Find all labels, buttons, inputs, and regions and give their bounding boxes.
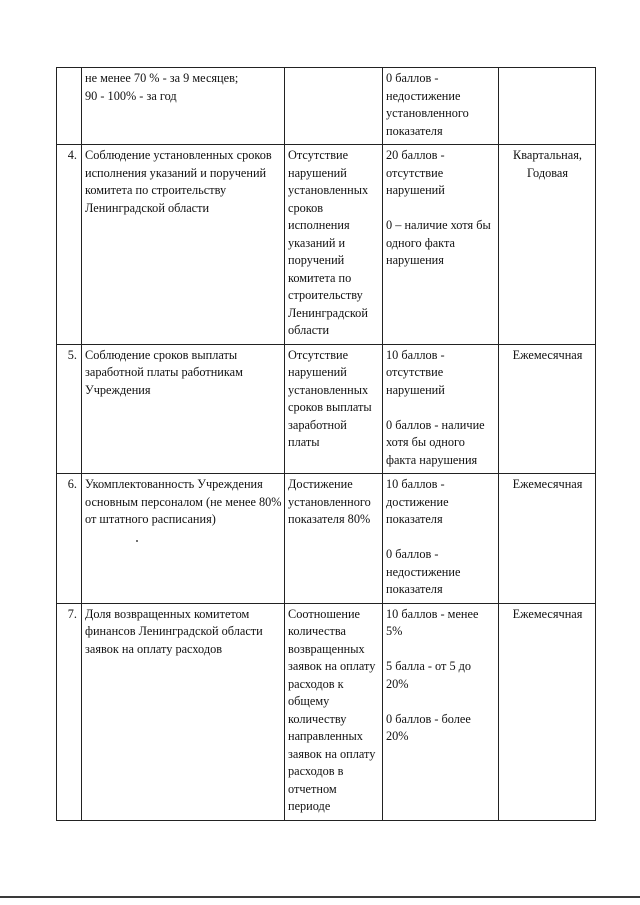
criterion-name: [82, 145, 285, 345]
score-option: 10 баллов - менее 5%: [386, 606, 479, 638]
score-option: 0 баллов - недостижение установленного показателя: [386, 71, 469, 138]
row-number: 6.: [57, 474, 82, 604]
table-row: [57, 344, 596, 474]
criterion-name: [82, 68, 285, 145]
criteria-table: [56, 67, 596, 821]
table-row: [57, 68, 596, 145]
criterion-condition: [285, 68, 383, 145]
condition-text: Соотношение количества возвращенных заявок на оплату расходов к общему количеству направленных заявок на оплату расходов в отчетном периоде: [288, 606, 376, 813]
score-rule: [383, 145, 499, 345]
criterion-name-line: Укомплектованность Учреждения основным персоналом (не менее 80% от штатного расписания): [85, 477, 282, 526]
score-option: 5 балла - от 5 до 20%: [386, 659, 472, 691]
score-option: 0 баллов - более 20%: [386, 711, 471, 743]
table-row: [57, 145, 596, 345]
table-row: [57, 474, 596, 604]
condition-text: Достижение установленного показателя 80%: [288, 477, 371, 526]
row-number: [57, 68, 82, 145]
periodicity: [499, 68, 596, 145]
scan-speck: [136, 540, 138, 542]
criteria-table-body: [57, 68, 596, 821]
score-option: 0 баллов - недостижение показателя: [386, 547, 461, 596]
paragraph-gap: [386, 529, 496, 547]
score-option: 0 баллов - наличие хотя бы одного факта нарушения: [386, 417, 485, 467]
criterion-condition: [285, 145, 383, 345]
row-number: 4.: [57, 145, 82, 345]
paragraph-gap: [386, 200, 496, 218]
periodicity: Ежемесячная: [499, 474, 596, 604]
periodicity: Квартальная, Годовая: [499, 145, 596, 345]
page-bottom-edge: [0, 896, 640, 898]
criterion-name-line: Соблюдение сроков выплаты заработной платы работникам Учреждения: [85, 347, 243, 397]
criterion-name-line: Доля возвращенных комитетом финансов Ленинградской области заявок на оплату расходов: [85, 606, 263, 656]
periodicity: Ежемесячная: [499, 344, 596, 474]
row-number: 7.: [57, 603, 82, 820]
criterion-condition: [285, 344, 383, 474]
score-rule: [383, 603, 499, 820]
criterion-condition: [285, 603, 383, 820]
criterion-name: [82, 603, 285, 820]
paragraph-gap: [386, 641, 496, 659]
score-option: 10 баллов - отсутствие нарушений: [386, 347, 445, 397]
score-option: 20 баллов - отсутствие нарушений: [386, 148, 445, 197]
criterion-name: [82, 474, 285, 604]
score-option: 0 – наличие хотя бы одного факта нарушения: [386, 218, 491, 267]
condition-text: Отсутствие нарушений установленных сроков выплаты заработной платы: [288, 347, 372, 449]
score-rule: [383, 474, 499, 604]
periodicity: Ежемесячная: [499, 603, 596, 820]
criterion-condition: [285, 474, 383, 604]
table-row: [57, 603, 596, 820]
criterion-name-line: не менее 70 % - за 9 месяцев;: [85, 71, 239, 85]
row-number: 5.: [57, 344, 82, 474]
paragraph-gap: [386, 399, 496, 417]
score-rule: [383, 68, 499, 145]
criterion-name-line: 90 - 100% - за год: [85, 88, 177, 103]
criterion-name: [82, 344, 285, 474]
criterion-name-line: Соблюдение установленных сроков исполнения указаний и поручений комитета по строительству Ленинградской области: [85, 148, 272, 215]
condition-text: Отсутствие нарушений установленных сроков исполнения указаний и поручений комитета по строительству Ленинградской области: [288, 148, 369, 337]
paragraph-gap: [386, 693, 496, 711]
score-rule: [383, 344, 499, 474]
score-option: 10 баллов - достижение показателя: [386, 477, 449, 526]
